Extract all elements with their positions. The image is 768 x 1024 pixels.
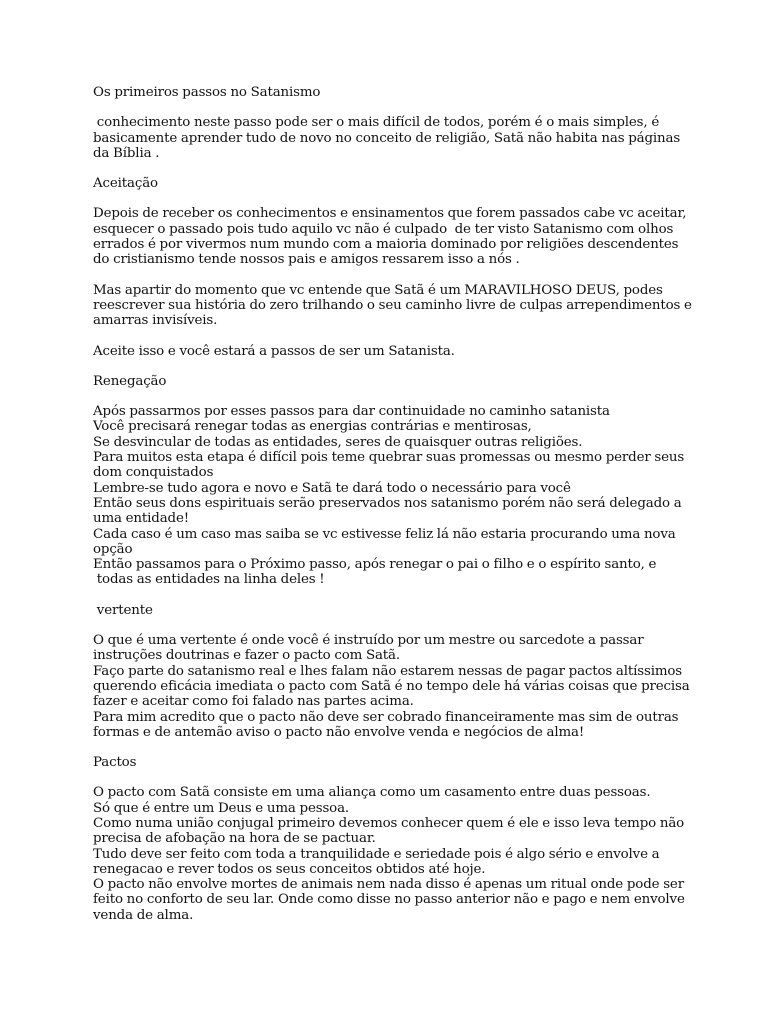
text-line: Se desvincular de todas as entidades, seres de quaisquer outras religiões. [93,434,583,450]
text-line: Após passarmos por esses passos para dar continuidade no caminho satanista [93,404,610,420]
text-line: renegacao e rever todos os seus conceitos obtidos até hoje. [93,861,486,877]
text-line: O pacto não envolve mortes de animais nem nada disso é apenas um ritual onde pode ser [93,877,684,893]
renegacao-paragraph [93,404,683,588]
text-line: uma entidade! [93,511,189,527]
text-line: Para mim acredito que o pacto não deve ser cobrado financeiramente mas sim de outras [93,709,679,725]
text-line: Mas apartir do momento que vc entende que Satã é um MARAVILHOSO DEUS, podes [93,282,663,298]
text-line: querendo eficácia imediata o pacto com Satã é no tempo dele há várias coisas que precisa [93,678,690,694]
section-heading-pactos: Pactos [93,755,137,771]
aceitacao-paragraph-2 [93,282,692,329]
aceitacao-paragraph-3 [93,344,683,359]
text-line: dom conquistados [93,465,214,481]
text-line: precisa de afobação na hora de se pactuar. [93,831,376,847]
pactos-paragraph [93,785,683,923]
text-line: basicamente aprender tudo de novo no conceito de religião, Satã não habita nas páginas [93,130,681,146]
vertente-paragraph [93,633,690,740]
section-heading-vertente: vertente [93,602,153,618]
section-heading-renegacao: Renegação [93,373,167,389]
text-line: conhecimento neste passo pode ser o mais difícil de todos, porém é o mais simples, é [93,115,660,131]
text-line: Cada caso é um caso mas saiba se vc estivesse feliz lá não estaria procurando uma nova [93,526,676,542]
text-line: Como numa união conjugal primeiro devemos conhecer quem é ele e isso leva tempo não [93,815,685,831]
text-line: Você precisará renegar todas as energias contrárias e mentirosas, [93,419,532,435]
text-line: Então passamos para o Próximo passo, após renegar o pai o filho e o espírito santo, e [93,557,657,573]
aceitacao-paragraph-1 [93,206,687,268]
text-line: Então seus dons espirituais serão preservados nos satanismo porém não será delegado a [93,495,682,511]
text-line: Tudo deve ser feito com toda a tranquilidade e seriedade pois é algo sério e envolve a [93,846,660,862]
text-line: feito no conforto de seu lar. Onde como disse no passo anterior não e pago e nem envolve [93,892,685,908]
text-line: amarras invisíveis. [93,313,218,329]
text-line: formas e de antemão aviso o pacto não envolve venda e negócios de alma! [93,724,585,740]
text-line: Só que é entre um Deus e uma pessoa. [93,800,350,816]
text-line: Para muitos esta etapa é difícil pois teme quebrar suas promessas ou mesmo perder seus [93,450,685,466]
intro-paragraph [93,115,683,161]
text-line: fazer e aceitar como foi falado nas partes acima. [93,694,414,710]
text-line: Faço parte do satanismo real e lhes falam não estarem nessas de pagar pactos altíssimos [93,663,683,679]
text-line: do cristianismo tende nossos pais e amigos ressarem isso a nós . [93,252,520,268]
text-line: instruções doutrinas e fazer o pacto com Satã. [93,648,400,664]
text-line: da Bíblia . [93,145,160,161]
text-line: Depois de receber os conhecimentos e ensinamentos que forem passados cabe vc aceitar, [93,206,687,222]
text-line: venda de alma. [93,907,194,923]
document-title: Os primeiros passos no Satanismo [93,85,321,100]
text-line: Aceite isso e você estará a passos de ser um Satanista. [93,343,455,359]
document-page [93,85,692,938]
text-line: todas as entidades na linha deles ! [93,572,325,588]
text-line: errados é por vivermos num mundo com a maioria dominado por religiões descendentes [93,237,679,253]
text-line: reescrever sua história do zero trilhando o seu caminho livre de culpas arrependimentos e [93,297,692,313]
text-line: O pacto com Satã consiste em uma aliança como um casamento entre duas pessoas. [93,785,651,801]
text-line: opção [93,541,133,557]
section-heading-aceitacao: Aceitação [93,176,158,192]
text-line: O que é uma vertente é onde você é instruído por um mestre ou sarcedote a passar [93,633,644,649]
text-line: esquecer o passado pois tudo aquilo vc não é culpado de ter visto Satanismo com olhos [93,221,674,237]
text-line: Lembre-se tudo agora e novo e Satã te dará todo o necessário para você [93,480,571,496]
